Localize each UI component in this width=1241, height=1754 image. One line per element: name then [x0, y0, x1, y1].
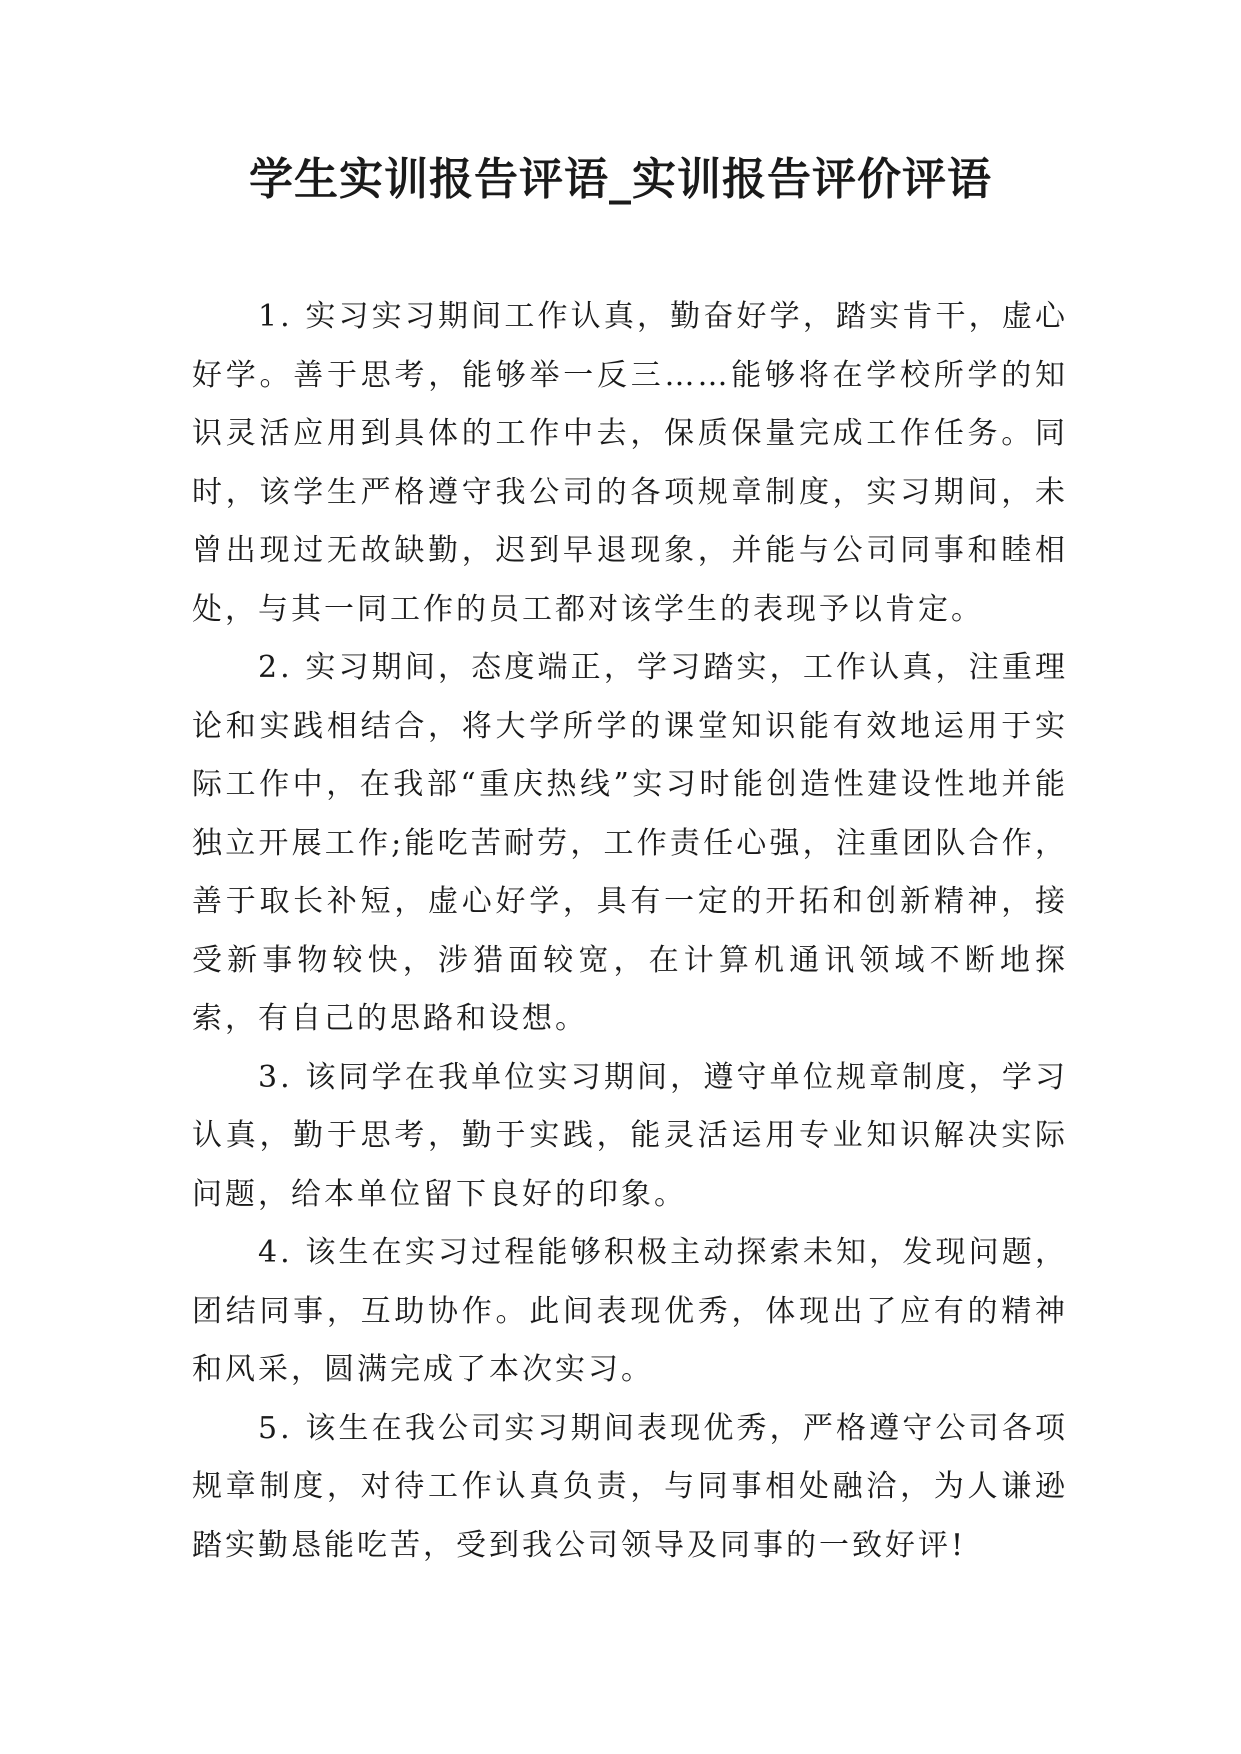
- comment-paragraph-3: 3. 该同学在我单位实习期间，遵守单位规章制度，学习认真，勤于思考，勤于实践，能灵活运用专业知识解决实际问题，给本单位留下良好的印象。: [192, 1059, 1068, 1212]
- document-title: 学生实训报告评语_实训报告评价评语: [249, 154, 992, 205]
- comment-paragraph-5: 5. 该生在我公司实习期间表现优秀，严格遵守公司各项规章制度，对待工作认真负责，与同事相处融洽，为人谦逊踏实勤恳能吃苦，受到我公司领导及同事的一致好评!: [192, 1410, 1068, 1563]
- comment-paragraph-4: 4. 该生在实习过程能够积极主动探索未知，发现问题，团结同事，互助协作。此间表现优秀，体现出了应有的精神和风采，圆满完成了本次实习。: [192, 1235, 1068, 1387]
- comment-paragraph-1: 1. 实习实习期间工作认真，勤奋好学，踏实肯干，虚心好学。善于思考，能够举一反三……能够将在学校所学的知识灵活应用到具体的工作中去，保质保量完成工作任务。同时，该学生严格遵守我公司的各项规章制度，实习期间，未曾出现过无故缺勤，迟到早退现象，并能与公司同事和睦相处，与其一同工作的员工都对该学生的表现予以肯定。: [192, 299, 1068, 627]
- comment-paragraph-2: 2. 实习期间，态度端正，学习踏实，工作认真，注重理论和实践相结合，将大学所学的课堂知识能有效地运用于实际工作中，在我部“重庆热线”实习时能创造性建设性地并能独立开展工作;能吃苦耐劳，工作责任心强，注重团队合作，善于取长补短，虚心好学，具有一定的开拓和创新精神，接受新事物较快，涉猎面较宽，在计算机通讯领域不断地探索，有自己的思路和设想。: [192, 650, 1068, 1036]
- document-body: [192, 288, 1068, 1575]
